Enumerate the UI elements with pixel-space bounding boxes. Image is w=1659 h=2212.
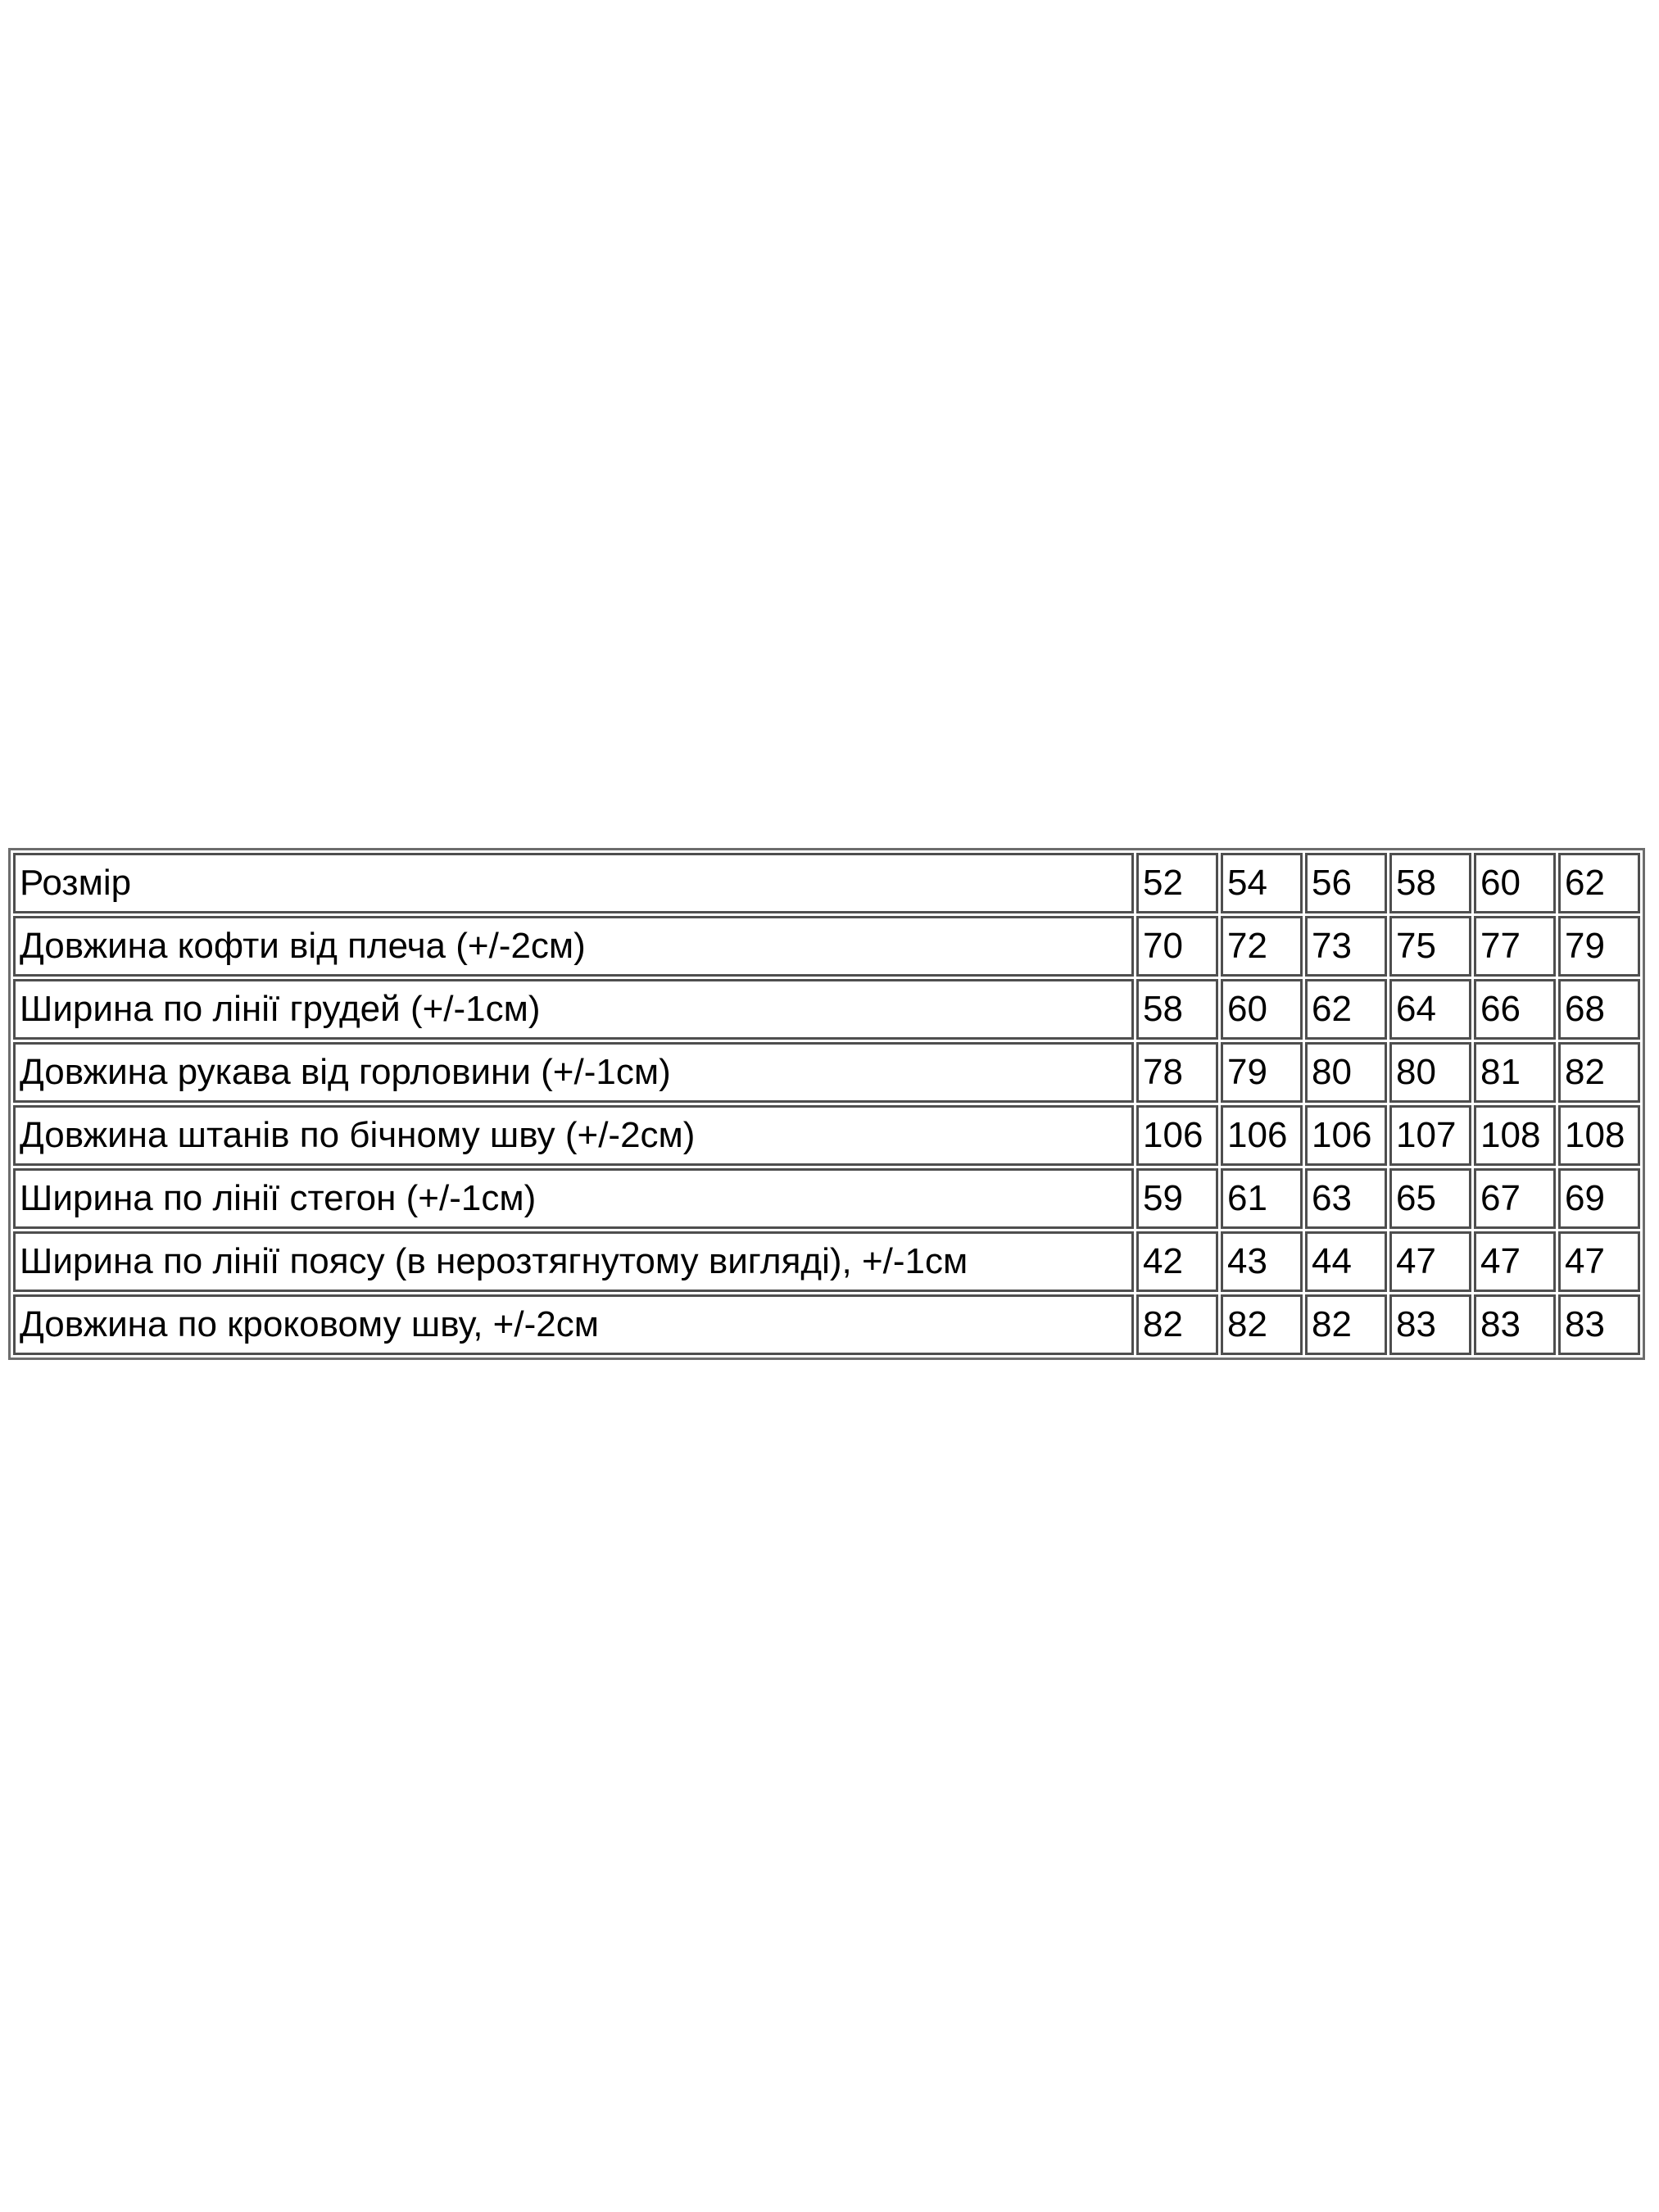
cell-value: 47: [1474, 1231, 1556, 1292]
row-label: Довжина штанів по бічному шву (+/-2см): [13, 1105, 1134, 1166]
cell-value: 108: [1474, 1105, 1556, 1166]
size-chart-table: [8, 848, 1645, 1360]
cell-value: 47: [1558, 1231, 1640, 1292]
cell-value: 56: [1305, 853, 1387, 913]
table-row: [13, 1042, 1640, 1103]
row-label: Ширина по лінії стегон (+/-1см): [13, 1168, 1134, 1229]
cell-value: 82: [1221, 1294, 1303, 1355]
cell-value: 43: [1221, 1231, 1303, 1292]
cell-value: 79: [1558, 916, 1640, 977]
cell-value: 54: [1221, 853, 1303, 913]
table-row: [13, 1294, 1640, 1355]
cell-value: 108: [1558, 1105, 1640, 1166]
row-label: Ширина по лінії поясу (в нерозтягнутому вигляді), +/-1см: [13, 1231, 1134, 1292]
cell-value: 106: [1221, 1105, 1303, 1166]
cell-value: 62: [1305, 979, 1387, 1040]
row-label: Розмір: [13, 853, 1134, 913]
cell-value: 83: [1474, 1294, 1556, 1355]
cell-value: 83: [1558, 1294, 1640, 1355]
cell-value: 47: [1389, 1231, 1471, 1292]
cell-value: 59: [1136, 1168, 1218, 1229]
row-label: Ширина по лінії грудей (+/-1см): [13, 979, 1134, 1040]
cell-value: 58: [1389, 853, 1471, 913]
cell-value: 75: [1389, 916, 1471, 977]
cell-value: 67: [1474, 1168, 1556, 1229]
cell-value: 79: [1221, 1042, 1303, 1103]
cell-value: 68: [1558, 979, 1640, 1040]
table-row: [13, 1231, 1640, 1292]
cell-value: 82: [1558, 1042, 1640, 1103]
cell-value: 83: [1389, 1294, 1471, 1355]
cell-value: 107: [1389, 1105, 1471, 1166]
cell-value: 82: [1305, 1294, 1387, 1355]
cell-value: 78: [1136, 1042, 1218, 1103]
cell-value: 80: [1305, 1042, 1387, 1103]
cell-value: 69: [1558, 1168, 1640, 1229]
table-row: [13, 853, 1640, 913]
table-row: [13, 979, 1640, 1040]
cell-value: 62: [1558, 853, 1640, 913]
cell-value: 106: [1305, 1105, 1387, 1166]
row-label: Довжина по кроковому шву, +/-2см: [13, 1294, 1134, 1355]
table-row: [13, 1105, 1640, 1166]
cell-value: 44: [1305, 1231, 1387, 1292]
cell-value: 70: [1136, 916, 1218, 977]
row-label: Довжина кофти від плеча (+/-2см): [13, 916, 1134, 977]
cell-value: 72: [1221, 916, 1303, 977]
cell-value: 77: [1474, 916, 1556, 977]
cell-value: 80: [1389, 1042, 1471, 1103]
cell-value: 60: [1474, 853, 1556, 913]
cell-value: 81: [1474, 1042, 1556, 1103]
cell-value: 52: [1136, 853, 1218, 913]
cell-value: 66: [1474, 979, 1556, 1040]
cell-value: 106: [1136, 1105, 1218, 1166]
cell-value: 73: [1305, 916, 1387, 977]
table-row: [13, 1168, 1640, 1229]
cell-value: 58: [1136, 979, 1218, 1040]
cell-value: 63: [1305, 1168, 1387, 1229]
cell-value: 64: [1389, 979, 1471, 1040]
cell-value: 60: [1221, 979, 1303, 1040]
row-label: Довжина рукава від горловини (+/-1см): [13, 1042, 1134, 1103]
cell-value: 65: [1389, 1168, 1471, 1229]
table-row: [13, 916, 1640, 977]
cell-value: 82: [1136, 1294, 1218, 1355]
cell-value: 61: [1221, 1168, 1303, 1229]
cell-value: 42: [1136, 1231, 1218, 1292]
